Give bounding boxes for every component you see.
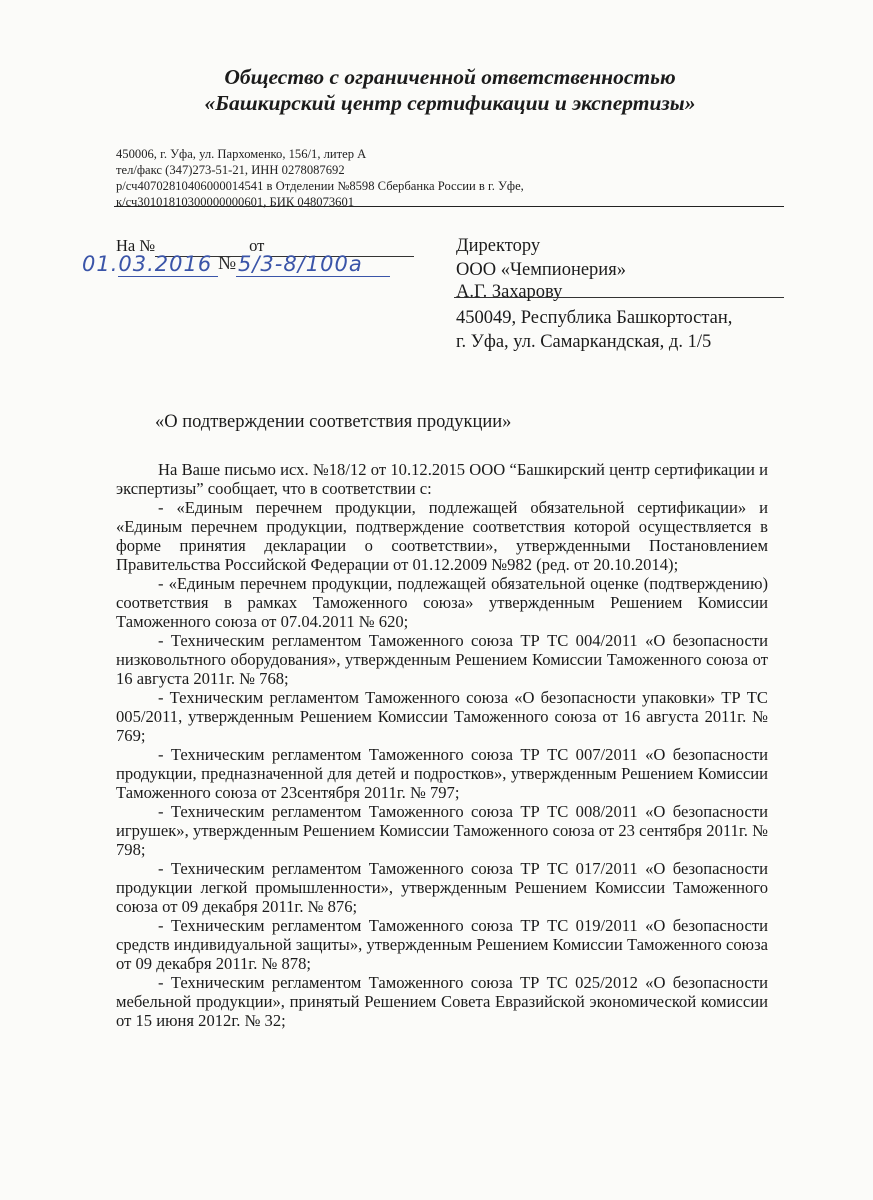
- handwritten-number-underline: [236, 276, 390, 277]
- na-label: На №: [116, 236, 156, 255]
- body-paragraph: - Техническим регламентом Таможенного союза ТР ТС 007/2011 «О безопасности продукции, предназначенной для детей и подростков», утвержденным Решением Комиссии Таможенного союза от 23сентября 2011г. № 797;: [116, 745, 768, 802]
- letter-body: [116, 460, 768, 1030]
- addressee-name: А.Г. Захарову: [456, 282, 563, 302]
- body-paragraph: - Техническим регламентом Таможенного союза ТР ТС 025/2012 «О безопасности мебельной продукции», принятый Решением Совета Евразийской экономической комиссии от 15 июня 2012г. № 32;: [116, 973, 768, 1030]
- handwritten-date: 01.03.2016: [82, 252, 213, 276]
- addressee-street: г. Уфа, ул. Самаркандская, д. 1/5: [456, 332, 712, 352]
- handwritten-date-underline: [118, 276, 218, 277]
- org-title-line1: Общество с ограниченной ответственностью: [224, 65, 676, 89]
- handwritten-number: 5/3-8/100а: [238, 252, 363, 276]
- org-title-line2: «Башкирский центр сертификации и экспертизы»: [204, 91, 696, 115]
- org-address: 450006, г. Уфа, ул. Пархоменко, 156/1, литер А: [116, 147, 367, 161]
- org-account: р/сч40702810406000014541 в Отделении №8598 Сбербанка России в г. Уфе,: [116, 179, 524, 193]
- body-paragraph: - «Единым перечнем продукции, подлежащей обязательной оценке (подтверждению) соответствия в рамках Таможенного союза» утвержденным Решением Комиссии Таможенного союза от 07.04.2011 № 620;: [116, 574, 768, 631]
- ot-label: от: [249, 236, 265, 255]
- number-label: №: [218, 253, 238, 274]
- body-paragraph: - Техническим регламентом Таможенного союза ТР ТС 004/2011 «О безопасности низковольтного оборудования», утвержденным Решением Комиссии Таможенного союза от 16 августа 2011г. № 768;: [116, 631, 768, 688]
- body-paragraph: - Техническим регламентом Таможенного союза «О безопасности упаковки» ТР ТС 005/2011, утвержденным Решением Комиссии Таможенного союза от 16 августа 2011г. № 769;: [116, 688, 768, 745]
- org-corr-account: к/сч30101810300000000601, БИК 048073601: [116, 195, 355, 209]
- letterhead-divider: [114, 206, 784, 207]
- addressee-divider: [454, 297, 784, 298]
- body-paragraph: - Техническим регламентом Таможенного союза ТР ТС 017/2011 «О безопасности продукции легкой промышленности», утвержденным Решением Комиссии Таможенного союза от 09 декабря 2011г. № 876;: [116, 859, 768, 916]
- org-phone: тел/факс (347)273-51-21, ИНН 0278087692: [116, 163, 345, 177]
- addressee-position: Директору: [456, 236, 541, 256]
- addressee-region: 450049, Республика Башкортостан,: [456, 308, 733, 328]
- addressee-company: ООО «Чемпионерия»: [456, 260, 626, 280]
- letter-subject: «О подтверждении соответствия продукции»: [155, 412, 512, 432]
- body-paragraph-intro: На Ваше письмо исх. №18/12 от 10.12.2015 ООО “Башкирский центр сертификации и экспертизы” сообщает, что в соответствии с:: [116, 460, 768, 498]
- body-paragraph: - Техническим регламентом Таможенного союза ТР ТС 019/2011 «О безопасности средств индивидуальной защиты», утвержденным Решением Комиссии Таможенного союза от 09 декабря 2011г. № 878;: [116, 916, 768, 973]
- body-paragraph: - Техническим регламентом Таможенного союза ТР ТС 008/2011 «О безопасности игрушек», утвержденным Решением Комиссии Таможенного союза от 23 сентября 2011г. № 798;: [116, 802, 768, 859]
- body-paragraph: - «Единым перечнем продукции, подлежащей обязательной сертификации» и «Единым перечнем продукции, подтверждение соответствия которой осуществляется в форме принятия декларации о соответствии», утвержденными Постановлением Правительства Российской Федерации от 01.12.2009 №982 (ред. от 20.10.2014);: [116, 498, 768, 574]
